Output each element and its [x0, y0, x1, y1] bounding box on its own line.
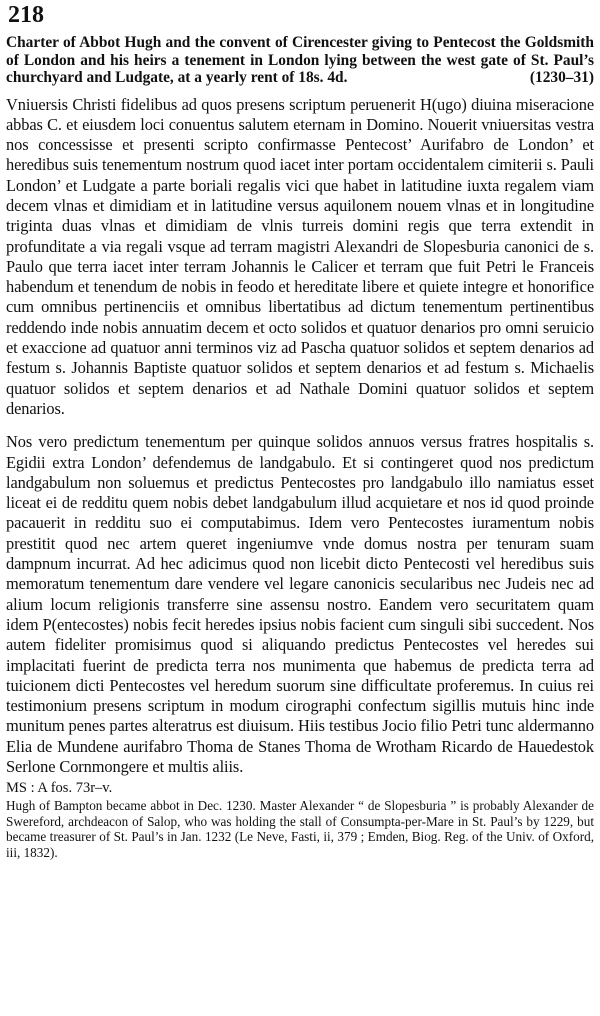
- charter-paragraph-1: Vniuersis Christi fidelibus ad quos presens scriptum peruenerit H(ugo) diuina miseracione abbas C. et eiusdem loci conuentus salutem eternam in Domino. Nouerit vniuersitas vestra nos concessisse et presenti scripto confirmasse Pentecost’ Aurifabro de London’ et heredibus suis tenementum nostrum quod iacet inter portam occidentalem cimiterii s. Pauli London’ et Ludgate a parte boriali regalis vici que habet in latitudine iuxta regalem viam decem vlnas et dimidiam et in latitudine versus aquilonem nouem vlnas et in longitudine triginta duas vlnas et dimidiam de vlnis turreis domini regis que terra extendit in profunditate a via regali vsque ad terram magistri Alexandri de Slopesburia canonici de s. Paulo que terra iacet inter terram Johannis le Calicer et terram que fuit Petri le Franceis habendum et tenendum de nobis in feodo et hereditate libere et quiete integre et honorifice cum omnibus pertinenciis et omnibus libertatibus ad dictum tenementum pertinentibus reddendo inde nobis annuatim decem et octo solidos et quatuor denarios pro omni seruicio et exaccione ad quatuor anni terminos viz ad Pascha quatuor solidos et septem denarios ad festum s. Johannis Baptiste quatuor solidos et septem denarios et ad festum s. Michaelis quatuor solidos et septem denarios et ad Nathale Domini quatuor solidos et septem denarios.: [6, 94, 594, 418]
- charter-date: (1230–31): [529, 69, 594, 86]
- editorial-note: Hugh of Bampton became abbot in Dec. 1230. Master Alexander “ de Slopesburia ” is probably Alexander de Swereford, archdeacon of Salop, who was holding the stall of Consumpta-per-Mare in St. Paul’s by 1229, but became treasurer of St. Paul’s in Jan. 1232 (Le Neve, Fasti, ii, 379 ; Emden, Biog. Reg. of the Univ. of Oxford, iii, 1832).: [6, 798, 594, 861]
- document-page: [6, 0, 594, 861]
- manuscript-reference: MS : A fos. 73r–v.: [6, 780, 113, 797]
- page-number: 218: [8, 2, 44, 28]
- charter-heading: [6, 34, 594, 87]
- charter-paragraph-2: Nos vero predictum tenementum per quinque solidos annuos versus fratres hospitalis s. Egidii extra London’ defendemus de landgabulo. Et si contingeret quod nos predictum landgabulum non soluemus et predictus Pentecostes pro landgabulo illo namiatus esset liceat ei de redditu quem nobis debet landgabulum illud acquietare et nos id quod proinde pacauerit in redditu suo ei computabimus. Idem vero Pentecostes iuramentum nobis prestitit quod nec artem queret ingeniumve vnde domus nostra per tenuram suam dampnum incurrat. Ad hec adicimus quod non licebit dicto Pentecosti vel heredibus suis memoratum tenementum dare vendere vel legare canonicis secularibus nec Judeis nec ad alium locum religionis transferre sine assensu nostro. Eandem vero securitatem quam idem P(entecostes) nobis fecit heredes ipsius nobis facient cum singuli sibi succedent. Nos autem fideliter promisimus quod si aliquando predictus Pentecostes vel heredes sui implacitati fuerint de predicta terra nos munimenta que habemus de predicta terra ad tuicionem dicti Pentecostes vel heredum suorum sine difficultate proferemus. In cuius rei testimonium presens scriptum in modum cirographi confectum sigillis mutuis hinc inde munitum penes partes alteratrus est diuisum. Hiis testibus Jocio filio Petri tunc aldermanno Elia de Mundene aurifabro Thoma de Stanes Thoma de Wrotham Ricardo de Hauedestok Serlone Cornmongere et multis aliis.: [6, 432, 594, 776]
- charter-title: Charter of Abbot Hugh and the convent of Cirencester giving to Pentecost the Goldsmith of London and his heirs a tenement in London lying between the west gate of St. Paul’s churchyard and Ludgate, at a yearly rent of 18s. 4d.: [6, 34, 594, 86]
